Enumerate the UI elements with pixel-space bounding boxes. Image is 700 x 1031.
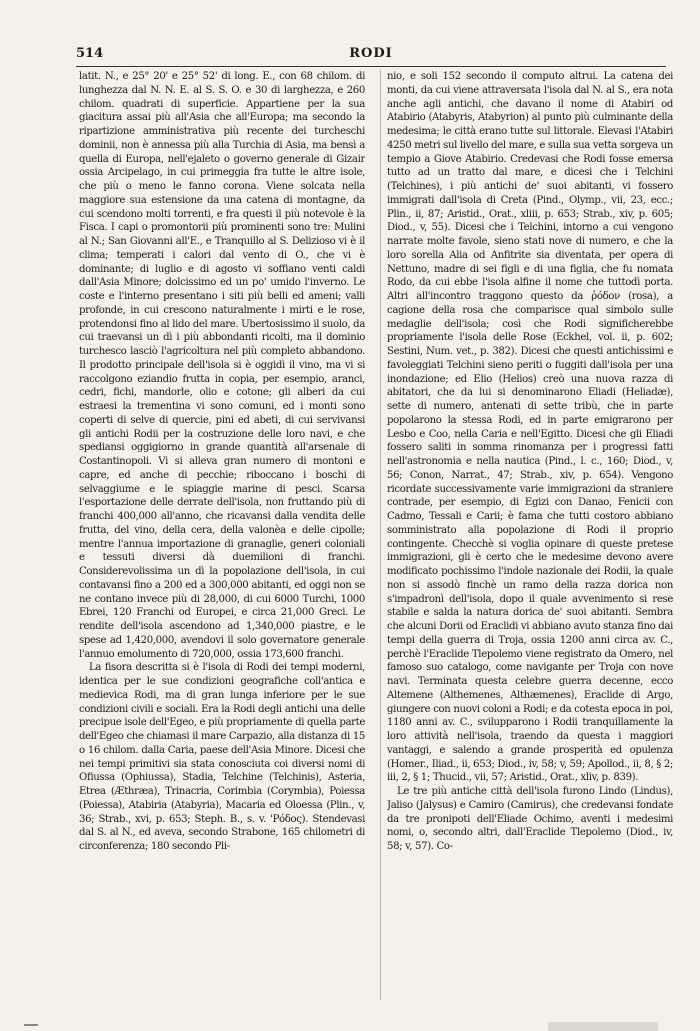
page-number: 514 (76, 46, 104, 61)
paragraph: Le tre più antiche città dell'isola furono Lindo (Lindus), Jaliso (Jalysus) e Camiro (Camirus), che credevansi fondate da tre pronipoti dell'Eliade Ochimo, aventi i medesimi nomi, o, secondo altri, dall'Eraclide Tlepolemo (Diod., iv, 58; v, 57). Co- (387, 786, 673, 852)
header-rule (76, 66, 666, 67)
page-header (76, 44, 666, 64)
paragraph: latit. N., e 25° 20' e 25° 52' di long. E., con 68 chilom. di lunghezza dal N. N. E. al S. S. O. e 30 di larghezza, e 260 chilom. quadrati di superficie. Appartiene per la sua giacitura assai più all'Asia che all'Europa; ma secondo la ripartizione amministrativa più recente dei turcheschi dominii, non è annessa più alla Turchia di Asia, ma bensì a quella di Europa, nell'ejaleto o governo generale di Gizair ossia Arcipelago, in cui primeggia fra tutte le altre isole, che più o meno le fanno corona. Viene solcata nella maggiore sua estensione da una catena di montagne, da cui scendono molti torrenti, e fra questi il più notevole è la Fisca. I capi o promontorii più prominenti sono tre: Mulini al N.; San Giovanni all'E., e Tranquillo al S. Delizioso vi è il clima; temperati i calori dal vento di O., che vi è dominante; di luglio e di agosto vi soffiano venti caldi dall'Asia Minore; dolcissimo ed un po' umido l'inverno. Le coste e l'interno presentano i siti più belli ed ameni; valli profonde, in cui crescono naturalmente i mirti e le rose, protendonsi fino al lido del mare. Ubertosissimo il suolo, da cui traevansi un dì i più abbondanti ricolti, ma il dominio turchesco lasciò l'agricoltura nel più completo abbandono. Il prodotto principale dell'isola si è oggidì il vino, ma vi si raccolgono eziandio frutta in copia, per esempio, aranci, cedri, fichi, mandorle, olio e cotone; gli alberi da cui estraesi la trementina vi sono comuni, ed i monti sono coperti di selve di quercie, pini ed abeti, di cui servivansi gli antichi Rodii per la costruzione delle loro navi, e che spediansi oggigiorno in grande quantità all'arsenale di Costantinopoli. Vi si alleva gran numero di montoni e capre, ed anche di pecchie; riboccano i boschi di selvaggiume e le spiaggie marine di pesci. Scarsa l'esportazione delle derrate dell'isola, non fruttando più di franchi 400,000 all'anno, che ricavansi dalla vendita delle frutta, del vino, della cera, della valonèa e delle cipolle; mentre l'annua importazione di granaglie, generi coloniali e tessuti diversi dà duemilioni di franchi. Considerevolissima un dì la popolazione dell'isola, in cui contavansi fino a 200 ed a 300,000 abitanti, ed oggi non se ne contano invece più di 28,000, di cui 6000 Turchi, 1000 Ebrei, 120 Franchi od Europei, e circa 21,000 Greci. Le rendite dell'isola ascendono ad 1,340,000 piastre, e le spese ad 1,420,000, avendovi il solo governatore generale l'annuo emolumento di 720,000, ossia 173,600 franchi. (79, 71, 365, 660)
column-divider (380, 70, 381, 1000)
scan-mark (24, 1024, 38, 1026)
paragraph: La fisora descritta si è l'isola di Rodi dei tempi moderni, identica per le sue condizioni geografiche coll'antica e medievica Rodi, ma di gran lunga inferiore per le sue condizioni civili e sociali. Era la Rodi degli antichi una delle precipue isole dell'Egeo, e più propriamente di quella parte dell'Egeo che chiamasi il mare Carpazio, alla distanza di 15 o 16 chilom. dalla Caria, paese dell'Asia Minore. Dicesi che nei tempi primitivi sia stata conosciuta coi diversi nomi di Ofiussa (Ophiussa), Stadia, Telchine (Telchinis), Asteria, Etrea (Æthræa), Trinacria, Corimbia (Corymbia), Poiessa (Poiessa), Atabiria (Atabyria), Macaria ed Oloessa (Plin., v, 36; Strab., xvi, p. 653; Steph. B., s. v. 'Ρόδος). Stendevasi dal S. al N., ed aveva, secondo Strabone, 165 chilometri di circonferenza; 180 secondo Pli- (79, 662, 365, 852)
right-column (387, 70, 673, 1000)
paragraph: nio, e soli 152 secondo il computo altrui. La catena dei monti, da cui viene attraversata l'isola dal N. al S., era nota anche agli antichi, che davano il nome di Atabiri od Atabirio (Atabyris, Atabyrion) al punto più culminante della medesima; le città erano tutte sul littorale. Elevasi l'Atabiri 4250 metri sul livello del mare, e sulla sua vetta sorgeva un tempio a Giove Atabirio. Credevasi che Rodi fosse emersa tutto ad un tratto dal mare, e dicesi che i Telchini (Telchines), i più antichi de' suoi abitanti, vi fossero immigrati dall'isola di Creta (Pind., Olymp., vii, 23, ecc.; Plin., ii, 87; Aristid., Orat., xliii, p. 653; Strab., xiv, p. 605; Diod., v, 55). Dicesi che i Telchini, intorno a cui vengono narrate molte favole, sieno stati nove di numero, e che la loro sorella Alia od Anfitrite sia diventata, per opera di Nettuno, madre di sei figli e di una figlia, che fu nomata Rodo, da cui ebbe l'isola alfine il nome che tuttodì porta. Altri all'incontro traggono questo da ῥόδον (rosa), a cagione della rosa che comparisce qual simbolo sulle medaglie dell'isola; così che Rodi significherebbe propriamente l'isola delle Rose (Eckhel, vol. ii, p. 602; Sestini, Num. vet., p. 382). Dicesi che questi antichissimi e favoleggiati Telchini sieno periti o fuggiti dall'isola per una inondazione; ed Elio (Helios) creò una nuova razza di abitatori, che da lui si denominarono Eliadi (Heliadæ), sette di numero, antenati di sette tribù, che in parte popolarono la stessa Rodi, ed in parte emigrarono per Lesbo e Coo, nella Caria e nell'Egitto. Dicesi che gli Eliadi fossero saliti in somma rinomanza per i progressi fatti nell'astronomia e nella nautica (Pind., l. c., 160; Diod., v, 56; Conon, Narrat., 47; Strab., xiv, p. 654). Vengono ricordate successivamente varie immigrazioni da straniere contrade, per esempio, di Egizi con Danao, Fenicii con Cadmo, Tessali e Carii; è fama che tutti costoro abbiano somministrato alla popolazione di Rodi il proprio contingente. Checchè si voglia opinare di queste pretese immigrazioni, gli è certo che le medesime devono avere modificato pochissimo l'indole nazionale dei Rodii, la quale non si assodò finchè un ramo della razza dorica non s'impadronì dell'isola, dopo il quale avvenimento si rese stabile e salda la natura dorica de' suoi abitanti. Sembra che alcuni Dorii od Eraclidi vi abbiano avuto stanza fino dai tempi della guerra di Troja, ossia 1200 anni circa av. C., perchè l'Eraclide Tlepolemo viene registrato da Omero, nel famoso suo catalogo, come navigante per Troja con nove navi. Terminata questa celebre guerra decenne, ecco Altemene (Althemenes, Althæmenes), Eraclide di Argo, giungere con nuovi coloni a Rodi; e da cotesta epoca in poi, 1180 anni av. C., svilupparono i Rodii tranquillamente la loro attività nell'isola, traendo da questa i maggiori vantaggi, e salendo a grande prosperità ed opulenza (Homer., Iliad., ii, 653; Diod., iv, 58; v, 59; Apollod., ii, 8, § 2; iii, 2, § 1; Thucid., vii, 57; Aristid., Orat., xliv, p. 839). (387, 71, 673, 784)
left-column (79, 70, 365, 1000)
scan-watermark (548, 1022, 658, 1031)
running-title: RODI (349, 46, 393, 61)
